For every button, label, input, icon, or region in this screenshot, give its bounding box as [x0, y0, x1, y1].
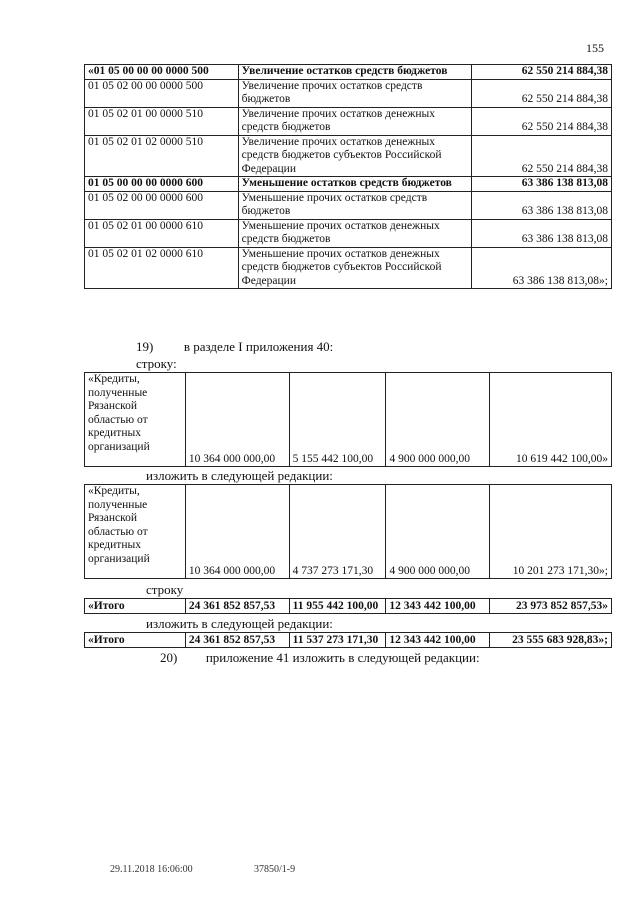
- sources-table-row: [85, 219, 612, 247]
- credits-old-v4: 10 619 442 100,00»: [490, 373, 612, 467]
- row-name: Уменьшение остатков средств бюджетов: [238, 177, 472, 192]
- row-amount: 63 386 138 813,08: [472, 219, 612, 247]
- sources-table-row: [85, 135, 612, 177]
- row-name: Увеличение прочих остатков средств бюджетов: [238, 79, 472, 107]
- total-label-new: «Итого: [85, 633, 186, 648]
- row-amount: 62 550 214 884,38: [472, 79, 612, 107]
- row-name: Уменьшение прочих остатков денежных средств бюджетов субъектов Российской Федерации: [238, 247, 472, 289]
- credits-old-v1: 10 364 000 000,00: [185, 373, 289, 467]
- credits-label-new: «Кредиты, полученные Рязанской областью от кредитных организаций: [85, 485, 186, 579]
- paragraph-19-text: в разделе I приложения 40:: [183, 339, 334, 354]
- credits-table-new: [84, 484, 612, 579]
- sources-table-row: [85, 65, 612, 80]
- row-amount: 63 386 138 813,08: [472, 177, 612, 192]
- paragraph-20: [160, 650, 480, 665]
- credits-old-v2: 5 155 442 100,00: [289, 373, 386, 467]
- label-izlozhit-1: изложить в следующей редакции:: [146, 468, 333, 483]
- row-code: 01 05 02 00 00 0000 600: [85, 191, 239, 219]
- total-new-v4: 23 555 683 928,83»;: [490, 633, 612, 648]
- row-amount: 63 386 138 813,08: [472, 191, 612, 219]
- sources-table-row: [85, 107, 612, 135]
- row-code: 01 05 02 00 00 0000 500: [85, 79, 239, 107]
- credits-new-v3: 4 900 000 000,00: [386, 485, 490, 579]
- paragraph-19: [136, 339, 333, 354]
- footer-timestamp: 29.11.2018 16:06:00: [110, 864, 193, 875]
- row-code: «01 05 00 00 00 0000 500: [85, 65, 239, 80]
- row-amount: 63 386 138 813,08»;: [472, 247, 612, 289]
- page-number: 155: [586, 41, 604, 55]
- paragraph-20-text: приложение 41 изложить в следующей редакции:: [205, 650, 480, 665]
- total-new-v3: 12 343 442 100,00: [386, 633, 490, 648]
- paragraph-20-number: 20): [160, 650, 178, 665]
- sources-table-row: [85, 247, 612, 289]
- credits-old-v3: 4 900 000 000,00: [386, 373, 490, 467]
- sources-table: [84, 64, 612, 289]
- row-code: 01 05 02 01 00 0000 510: [85, 107, 239, 135]
- credits-new-v1: 10 364 000 000,00: [185, 485, 289, 579]
- total-old-v3: 12 343 442 100,00: [386, 599, 490, 614]
- row-name: Увеличение прочих остатков денежных средств бюджетов субъектов Российской Федерации: [238, 135, 472, 177]
- credits-new-v2: 4 737 273 171,30: [289, 485, 386, 579]
- row-code: 01 05 00 00 00 0000 600: [85, 177, 239, 192]
- sources-table-row: [85, 177, 612, 192]
- row-amount: 62 550 214 884,38: [472, 135, 612, 177]
- total-label-old: «Итого: [85, 599, 186, 614]
- total-new-v1: 24 361 852 857,53: [185, 633, 289, 648]
- credits-label-old: «Кредиты, полученные Рязанской областью от кредитных организаций: [85, 373, 186, 467]
- row-code: 01 05 02 01 00 0000 610: [85, 219, 239, 247]
- sources-table-row: [85, 79, 612, 107]
- total-new-v2: 11 537 273 171,30: [289, 633, 386, 648]
- row-code: 01 05 02 01 02 0000 510: [85, 135, 239, 177]
- paragraph-19-number: 19): [136, 339, 154, 354]
- row-name: Увеличение остатков средств бюджетов: [238, 65, 472, 80]
- row-name: Уменьшение прочих остатков средств бюджетов: [238, 191, 472, 219]
- row-name: Увеличение прочих остатков денежных средств бюджетов: [238, 107, 472, 135]
- total-old-v4: 23 973 852 857,53»: [490, 599, 612, 614]
- label-izlozhit-2: изложить в следующей редакции:: [146, 616, 333, 631]
- sources-table-row: [85, 191, 612, 219]
- label-stroku-2: строку: [146, 582, 184, 597]
- label-stroku-1: строку:: [136, 356, 177, 371]
- total-old-v1: 24 361 852 857,53: [185, 599, 289, 614]
- credits-new-v4: 10 201 273 171,30»;: [490, 485, 612, 579]
- total-old-v2: 11 955 442 100,00: [289, 599, 386, 614]
- row-amount: 62 550 214 884,38: [472, 107, 612, 135]
- footer-doc-id: 37850/1-9: [254, 864, 296, 875]
- row-code: 01 05 02 01 02 0000 610: [85, 247, 239, 289]
- total-table-old: [84, 598, 612, 614]
- row-amount: 62 550 214 884,38: [472, 65, 612, 80]
- row-name: Уменьшение прочих остатков денежных средств бюджетов: [238, 219, 472, 247]
- total-table-new: [84, 632, 612, 648]
- credits-table-old: [84, 372, 612, 467]
